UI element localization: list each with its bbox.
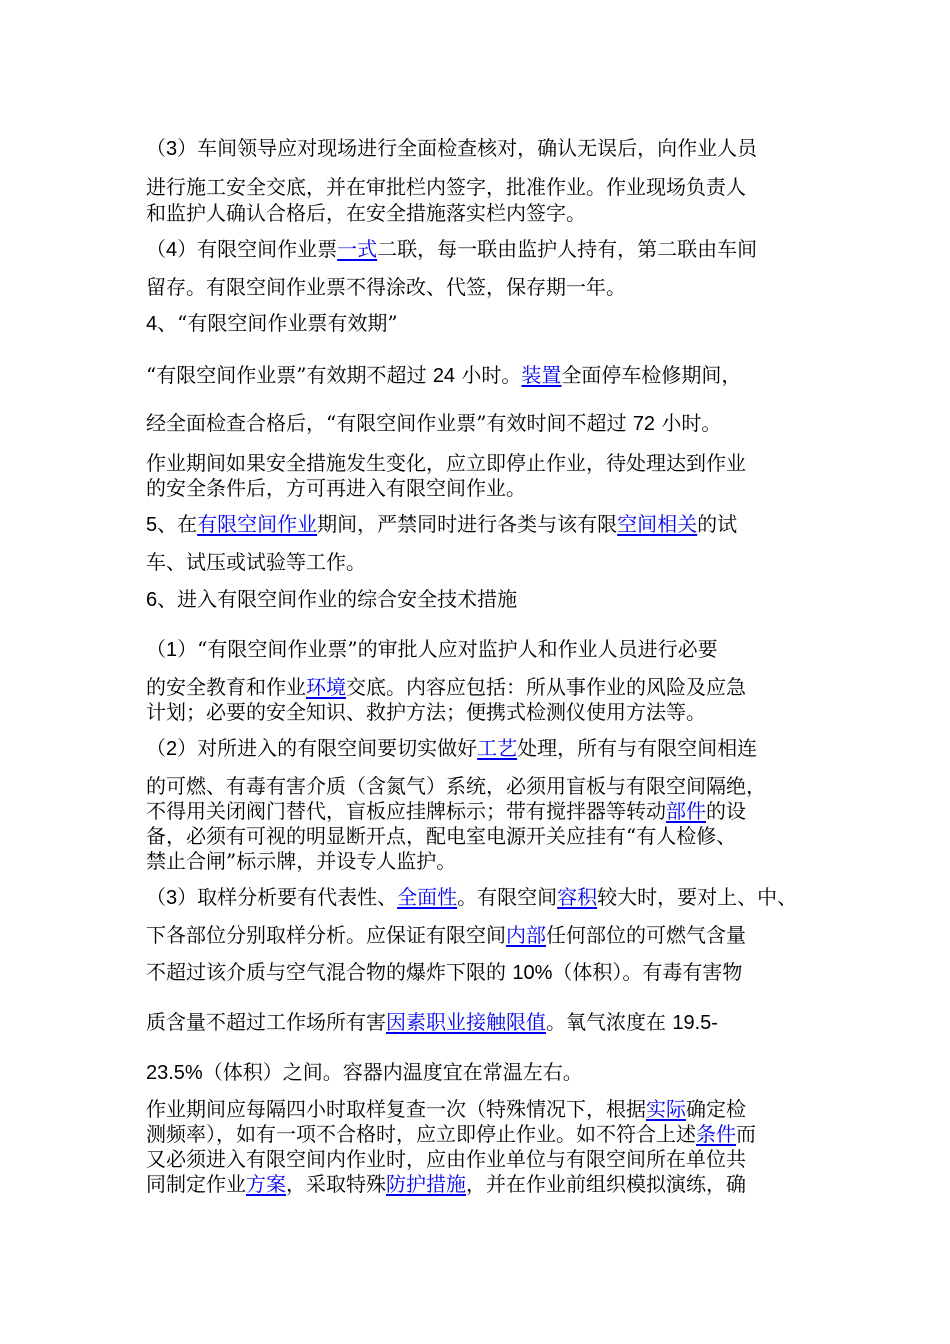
hyperlink[interactable]: 条件 <box>696 1122 736 1146</box>
text-line <box>146 1122 756 1146</box>
text-line <box>146 1097 746 1121</box>
text-span: 24 <box>432 365 456 387</box>
text-span: 1 <box>166 639 178 661</box>
text-span: 、在 <box>157 512 198 536</box>
text-span: 交底。内容应包括：所从事作业的风险及应急 <box>346 675 746 699</box>
text-line <box>146 1010 718 1035</box>
text-span: （ <box>146 237 166 261</box>
hyperlink[interactable]: 环境 <box>306 675 346 699</box>
text-line <box>146 637 718 662</box>
text-span: 5 <box>146 514 158 536</box>
text-span: 不得用关闭阀门替代，盲板应挂牌标示；带有搅拌器等转动 <box>146 799 666 823</box>
hyperlink[interactable]: 全面性 <box>397 885 458 909</box>
text-line <box>146 1172 746 1196</box>
hyperlink[interactable]: 防护措施 <box>386 1172 466 1196</box>
text-span: 72 <box>632 413 656 435</box>
hyperlink[interactable]: 空间相关 <box>617 512 698 536</box>
text-span: 质含量不超过工作场所有害 <box>146 1010 386 1034</box>
text-line <box>146 774 766 798</box>
text-line <box>146 237 757 262</box>
text-span: （体积）之间。容器内温度宜在常温左右。 <box>202 1060 583 1084</box>
text-line <box>146 311 398 336</box>
text-span: ）“有限空间作业票”的审批人应对监护人和作业人员进行必要 <box>177 637 718 661</box>
text-span: 4 <box>146 313 158 335</box>
text-span: 10% <box>512 962 553 984</box>
text-span: 计划；必要的安全知识、救护方法；便携式检测仪使用方法等。 <box>146 700 706 724</box>
text-span: 19.5- <box>672 1012 718 1034</box>
text-span: 的安全教育和作业 <box>146 675 306 699</box>
text-span: 。有限空间 <box>457 885 558 909</box>
text-span: 小时。 <box>655 411 722 435</box>
text-line <box>146 824 736 848</box>
text-span: 作业期间应每隔四小时取样复查一次（特殊情况下，根据 <box>146 1097 646 1121</box>
hyperlink[interactable]: 因素职业接触限值 <box>386 1010 546 1034</box>
text-span: 的试 <box>697 512 738 536</box>
text-span: 作业期间如果安全措施发生变化，应立即停止作业，待处理达到作业 <box>146 451 746 475</box>
text-span: 任何部位的可燃气含量 <box>546 923 746 947</box>
text-span: 的安全条件后，方可再进入有限空间作业。 <box>146 476 526 500</box>
text-span: 全面停车检修期间， <box>561 363 742 387</box>
text-span: （ <box>146 885 166 909</box>
text-span: （ <box>146 736 166 760</box>
text-span: 的设 <box>706 799 746 823</box>
text-span: ，并在作业前组织模拟演练，确 <box>466 1172 746 1196</box>
hyperlink[interactable]: 有限空间作业 <box>197 512 318 536</box>
text-line <box>146 736 757 761</box>
text-span: 23.5% <box>146 1062 203 1084</box>
text-line <box>146 960 742 985</box>
hyperlink[interactable]: 内部 <box>506 923 546 947</box>
text-span: 、“有限空间作业票有效期” <box>157 311 398 335</box>
text-span: “有限空间作业票”有效期不超过 <box>146 363 433 387</box>
text-span: 期间，严禁同时进行各类与该有限 <box>317 512 618 536</box>
text-span: ，采取特殊 <box>286 1172 386 1196</box>
text-span: 较大时，要对上、中、 <box>597 885 798 909</box>
text-span: 而 <box>736 1122 756 1146</box>
text-span: 6 <box>146 589 158 611</box>
text-span: ）取样分析要有代表性、 <box>177 885 398 909</box>
text-line <box>146 275 626 299</box>
text-line <box>146 923 746 947</box>
text-line <box>146 799 746 823</box>
text-span: 的可燃、有毒有害介质（含氮气）系统，必须用盲板与有限空间隔绝， <box>146 774 766 798</box>
text-span: 备，必须有可视的明显断开点，配电室电源开关应挂有“有人检修、 <box>146 824 737 848</box>
hyperlink[interactable]: 实际 <box>646 1097 686 1121</box>
text-span: 进行施工安全交底，并在审批栏内签字，批准作业。作业现场负责人 <box>146 175 746 199</box>
text-line <box>146 1147 746 1171</box>
text-span: 测频率），如有一项不合格时，应立即停止作业。如不符合上述 <box>146 1122 696 1146</box>
text-line <box>146 451 746 475</box>
text-span: 3 <box>166 887 178 909</box>
text-span: 2 <box>166 738 178 760</box>
text-line <box>146 1060 583 1085</box>
text-line <box>146 849 456 873</box>
text-span: 二联，每一联由监护人持有，第二联由车间 <box>377 237 758 261</box>
text-span: 处理，所有与有限空间相连 <box>517 736 758 760</box>
text-span: 车、试压或试验等工作。 <box>146 550 366 574</box>
text-line <box>146 476 526 500</box>
text-span: ）有限空间作业票 <box>177 237 338 261</box>
text-span: 4 <box>166 239 178 261</box>
text-span: 3 <box>166 138 178 160</box>
text-span: 不超过该介质与空气混合物的爆炸下限的 <box>146 960 513 984</box>
hyperlink[interactable]: 容积 <box>557 885 598 909</box>
text-span: 、进入有限空间作业的综合安全技术措施 <box>157 587 518 611</box>
hyperlink[interactable]: 装置 <box>521 363 562 387</box>
text-span: 又必须进入有限空间内作业时，应由作业单位与有限空间所在单位共 <box>146 1147 746 1171</box>
text-span: 同制定作业 <box>146 1172 246 1196</box>
text-span: 下各部位分别取样分析。应保证有限空间 <box>146 923 506 947</box>
hyperlink[interactable]: 方案 <box>246 1172 286 1196</box>
text-span: 留存。有限空间作业票不得涂改、代签，保存期一年。 <box>146 275 626 299</box>
text-span: 。氧气浓度在 <box>546 1010 673 1034</box>
text-span: 禁止合闸”标示牌，并设专人监护。 <box>146 849 457 873</box>
text-span: ）车间领导应对现场进行全面检查核对，确认无误后，向作业人员 <box>177 136 758 160</box>
text-span: （ <box>146 637 166 661</box>
hyperlink[interactable]: 一式 <box>337 237 378 261</box>
text-line <box>146 512 737 537</box>
text-span: （体积）。有毒有害物 <box>552 960 743 984</box>
text-span: 小时。 <box>455 363 522 387</box>
hyperlink[interactable]: 工艺 <box>477 736 518 760</box>
text-line <box>146 411 721 436</box>
text-line <box>146 175 746 199</box>
text-line <box>146 700 706 724</box>
text-span: 确定检 <box>686 1097 746 1121</box>
hyperlink[interactable]: 部件 <box>666 799 706 823</box>
text-line <box>146 550 366 574</box>
text-line <box>146 885 797 910</box>
text-span: ）对所进入的有限空间要切实做好 <box>177 736 478 760</box>
text-line <box>146 675 746 699</box>
text-line <box>146 136 757 161</box>
text-span: 经全面检查合格后，“有限空间作业票”有效时间不超过 <box>146 411 633 435</box>
text-line <box>146 201 586 225</box>
text-line <box>146 363 741 388</box>
text-span: （ <box>146 136 166 160</box>
text-span: 和监护人确认合格后，在安全措施落实栏内签字。 <box>146 201 586 225</box>
text-line <box>146 587 517 612</box>
